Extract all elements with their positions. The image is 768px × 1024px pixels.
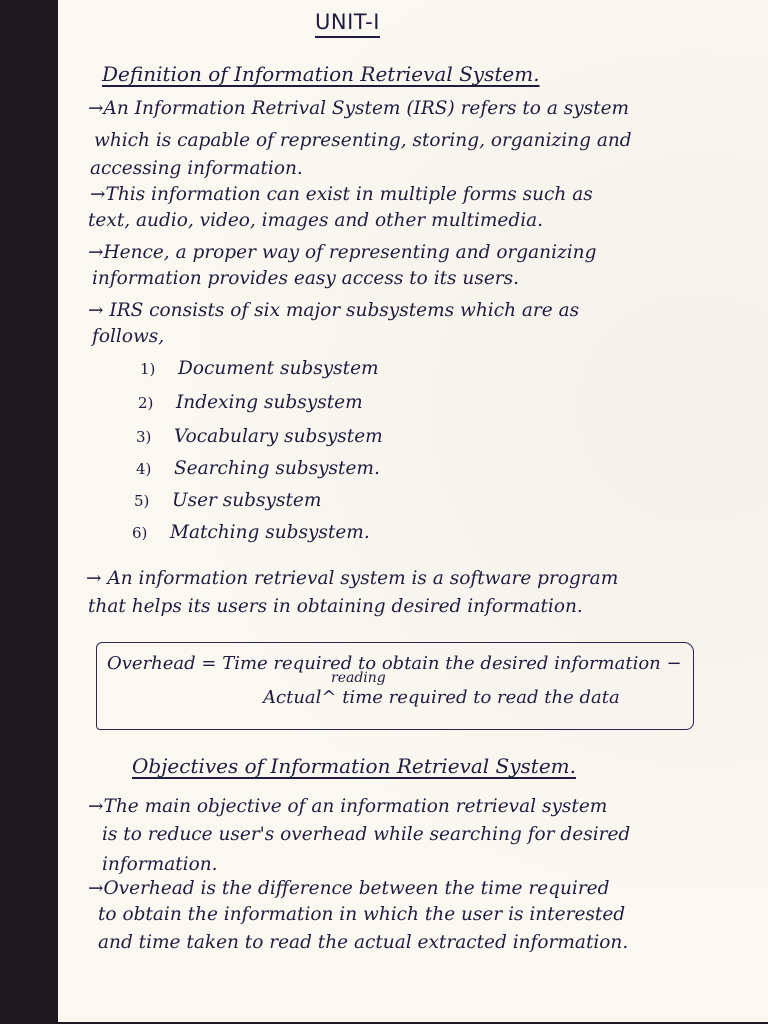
text-line: is to reduce user's overhead while searching for desired <box>102 824 631 845</box>
text-line: information. <box>102 854 218 875</box>
text-line: →Overhead is the difference between the time required <box>88 878 610 899</box>
list-item: 4) Searching subsystem. <box>136 458 380 479</box>
section-heading-objectives: Objectives of Information Retrieval System. <box>132 754 576 778</box>
text-line: → An information retrieval system is a software program <box>86 568 619 589</box>
text-line: follows, <box>92 326 165 347</box>
formula-line: Actual^ time required to read the data <box>263 687 620 708</box>
list-item: 1) Document subsystem <box>140 358 379 379</box>
text-line: information provides easy access to its users. <box>92 268 519 289</box>
notebook-page <box>58 0 768 1022</box>
text-line: to obtain the information in which the user is interested <box>98 904 626 925</box>
text-line: →An Information Retrival System (IRS) refers to a system <box>88 98 630 119</box>
list-item: 6) Matching subsystem. <box>132 522 370 543</box>
page-title: UNIT-I <box>315 12 380 33</box>
formula-box <box>96 642 694 730</box>
section-heading-definition: Definition of Information Retrieval System. <box>102 62 540 86</box>
list-item: 3) Vocabulary subsystem <box>136 426 383 447</box>
text-line: →The main objective of an information retrieval system <box>88 796 608 817</box>
text-line: which is capable of representing, storing, organizing and <box>94 130 632 151</box>
list-item: 5) User subsystem <box>134 490 322 511</box>
text-line: →Hence, a proper way of representing and organizing <box>88 242 597 263</box>
text-line: →This information can exist in multiple forms such as <box>90 184 593 205</box>
text-line: and time taken to read the actual extracted information. <box>98 932 629 953</box>
text-line: accessing information. <box>90 158 303 179</box>
text-line: that helps its users in obtaining desired information. <box>88 596 583 617</box>
list-item: 2) Indexing subsystem <box>138 392 363 413</box>
formula-line: Overhead = Time required to obtain the desired information − <box>107 653 682 674</box>
formula-insert: reading <box>331 670 386 686</box>
text-line: text, audio, video, images and other multimedia. <box>88 210 544 231</box>
text-line: → IRS consists of six major subsystems which are as <box>88 300 580 321</box>
